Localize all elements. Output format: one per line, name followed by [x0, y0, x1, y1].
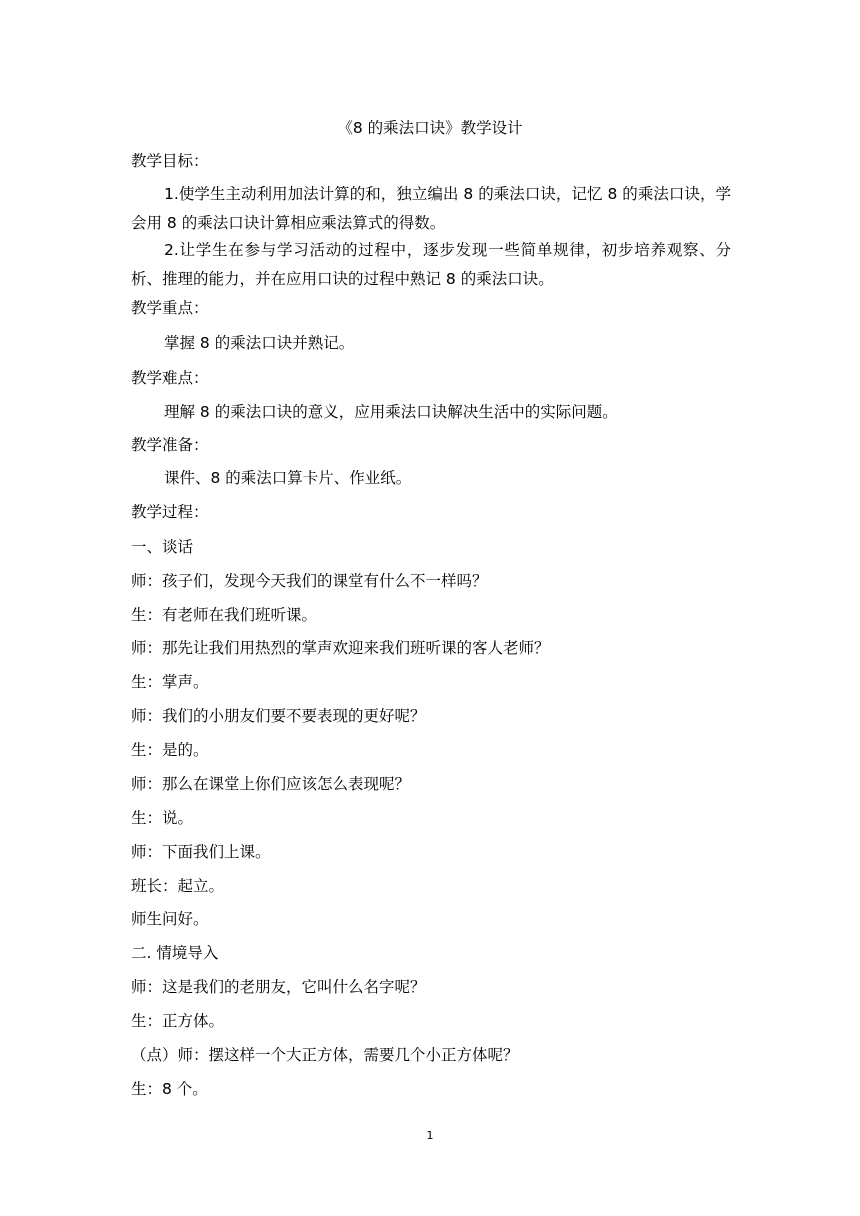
dialog-line: 生：正方体。	[131, 1012, 225, 1030]
dialog-line: 师：那么在课堂上你们应该怎么表现呢？	[131, 775, 411, 793]
document-title: 《8 的乘法口诀》教学设计	[337, 119, 523, 137]
objectives-heading: 教学目标：	[131, 152, 209, 170]
key-points-text: 掌握 8 的乘法口诀并熟记。	[164, 334, 355, 352]
process-heading: 教学过程：	[131, 503, 209, 521]
dialog-line: （点）师：摆这样一个大正方体，需要几个小正方体呢？	[131, 1046, 519, 1064]
dialog-line: 生：说。	[131, 809, 194, 827]
key-points-heading: 教学重点：	[131, 299, 209, 317]
page-number: 1	[426, 1129, 434, 1142]
dialog-line: 师：下面我们上课。	[131, 843, 271, 861]
section-heading-1: 一、谈话	[131, 538, 194, 556]
dialog-line: 师生问好。	[131, 910, 209, 928]
dialog-line: 生：有老师在我们班听课。	[131, 606, 318, 624]
dialog-line: 生：掌声。	[131, 673, 209, 691]
dialog-line: 师：这是我们的老朋友，它叫什么名字呢？	[131, 978, 426, 996]
difficulties-text: 理解 8 的乘法口诀的意义，应用乘法口诀解决生活中的实际问题。	[164, 403, 618, 421]
dialog-line: 班长：起立。	[131, 877, 225, 895]
dialog-line: 生：是的。	[131, 741, 209, 759]
objective-item-2: 2.让学生在参与学习活动的过程中，逐步发现一些简单规律，初步培养观察、分析、推理的能力，并在应用口诀的过程中熟记 8 的乘法口诀。	[131, 241, 731, 288]
dialog-line: 师：孩子们，发现今天我们的课堂有什么不一样吗？	[131, 572, 488, 590]
difficulties-heading: 教学难点：	[131, 369, 209, 387]
dialog-line: 师：我们的小朋友们要不要表现的更好呢？	[131, 707, 426, 725]
preparation-text: 课件、8 的乘法口算卡片、作业纸。	[164, 469, 412, 487]
section-heading-2: 二. 情境导入	[131, 944, 219, 962]
objective-item-1: 1.使学生主动利用加法计算的和，独立编出 8 的乘法口诀，记忆 8 的乘法口诀，学会用 8 的乘法口诀计算相应乘法算式的得数。	[131, 185, 731, 232]
dialog-line: 生：8 个。	[131, 1080, 208, 1098]
dialog-line: 师：那先让我们用热烈的掌声欢迎来我们班听课的客人老师？	[131, 639, 550, 657]
preparation-heading: 教学准备：	[131, 436, 209, 454]
